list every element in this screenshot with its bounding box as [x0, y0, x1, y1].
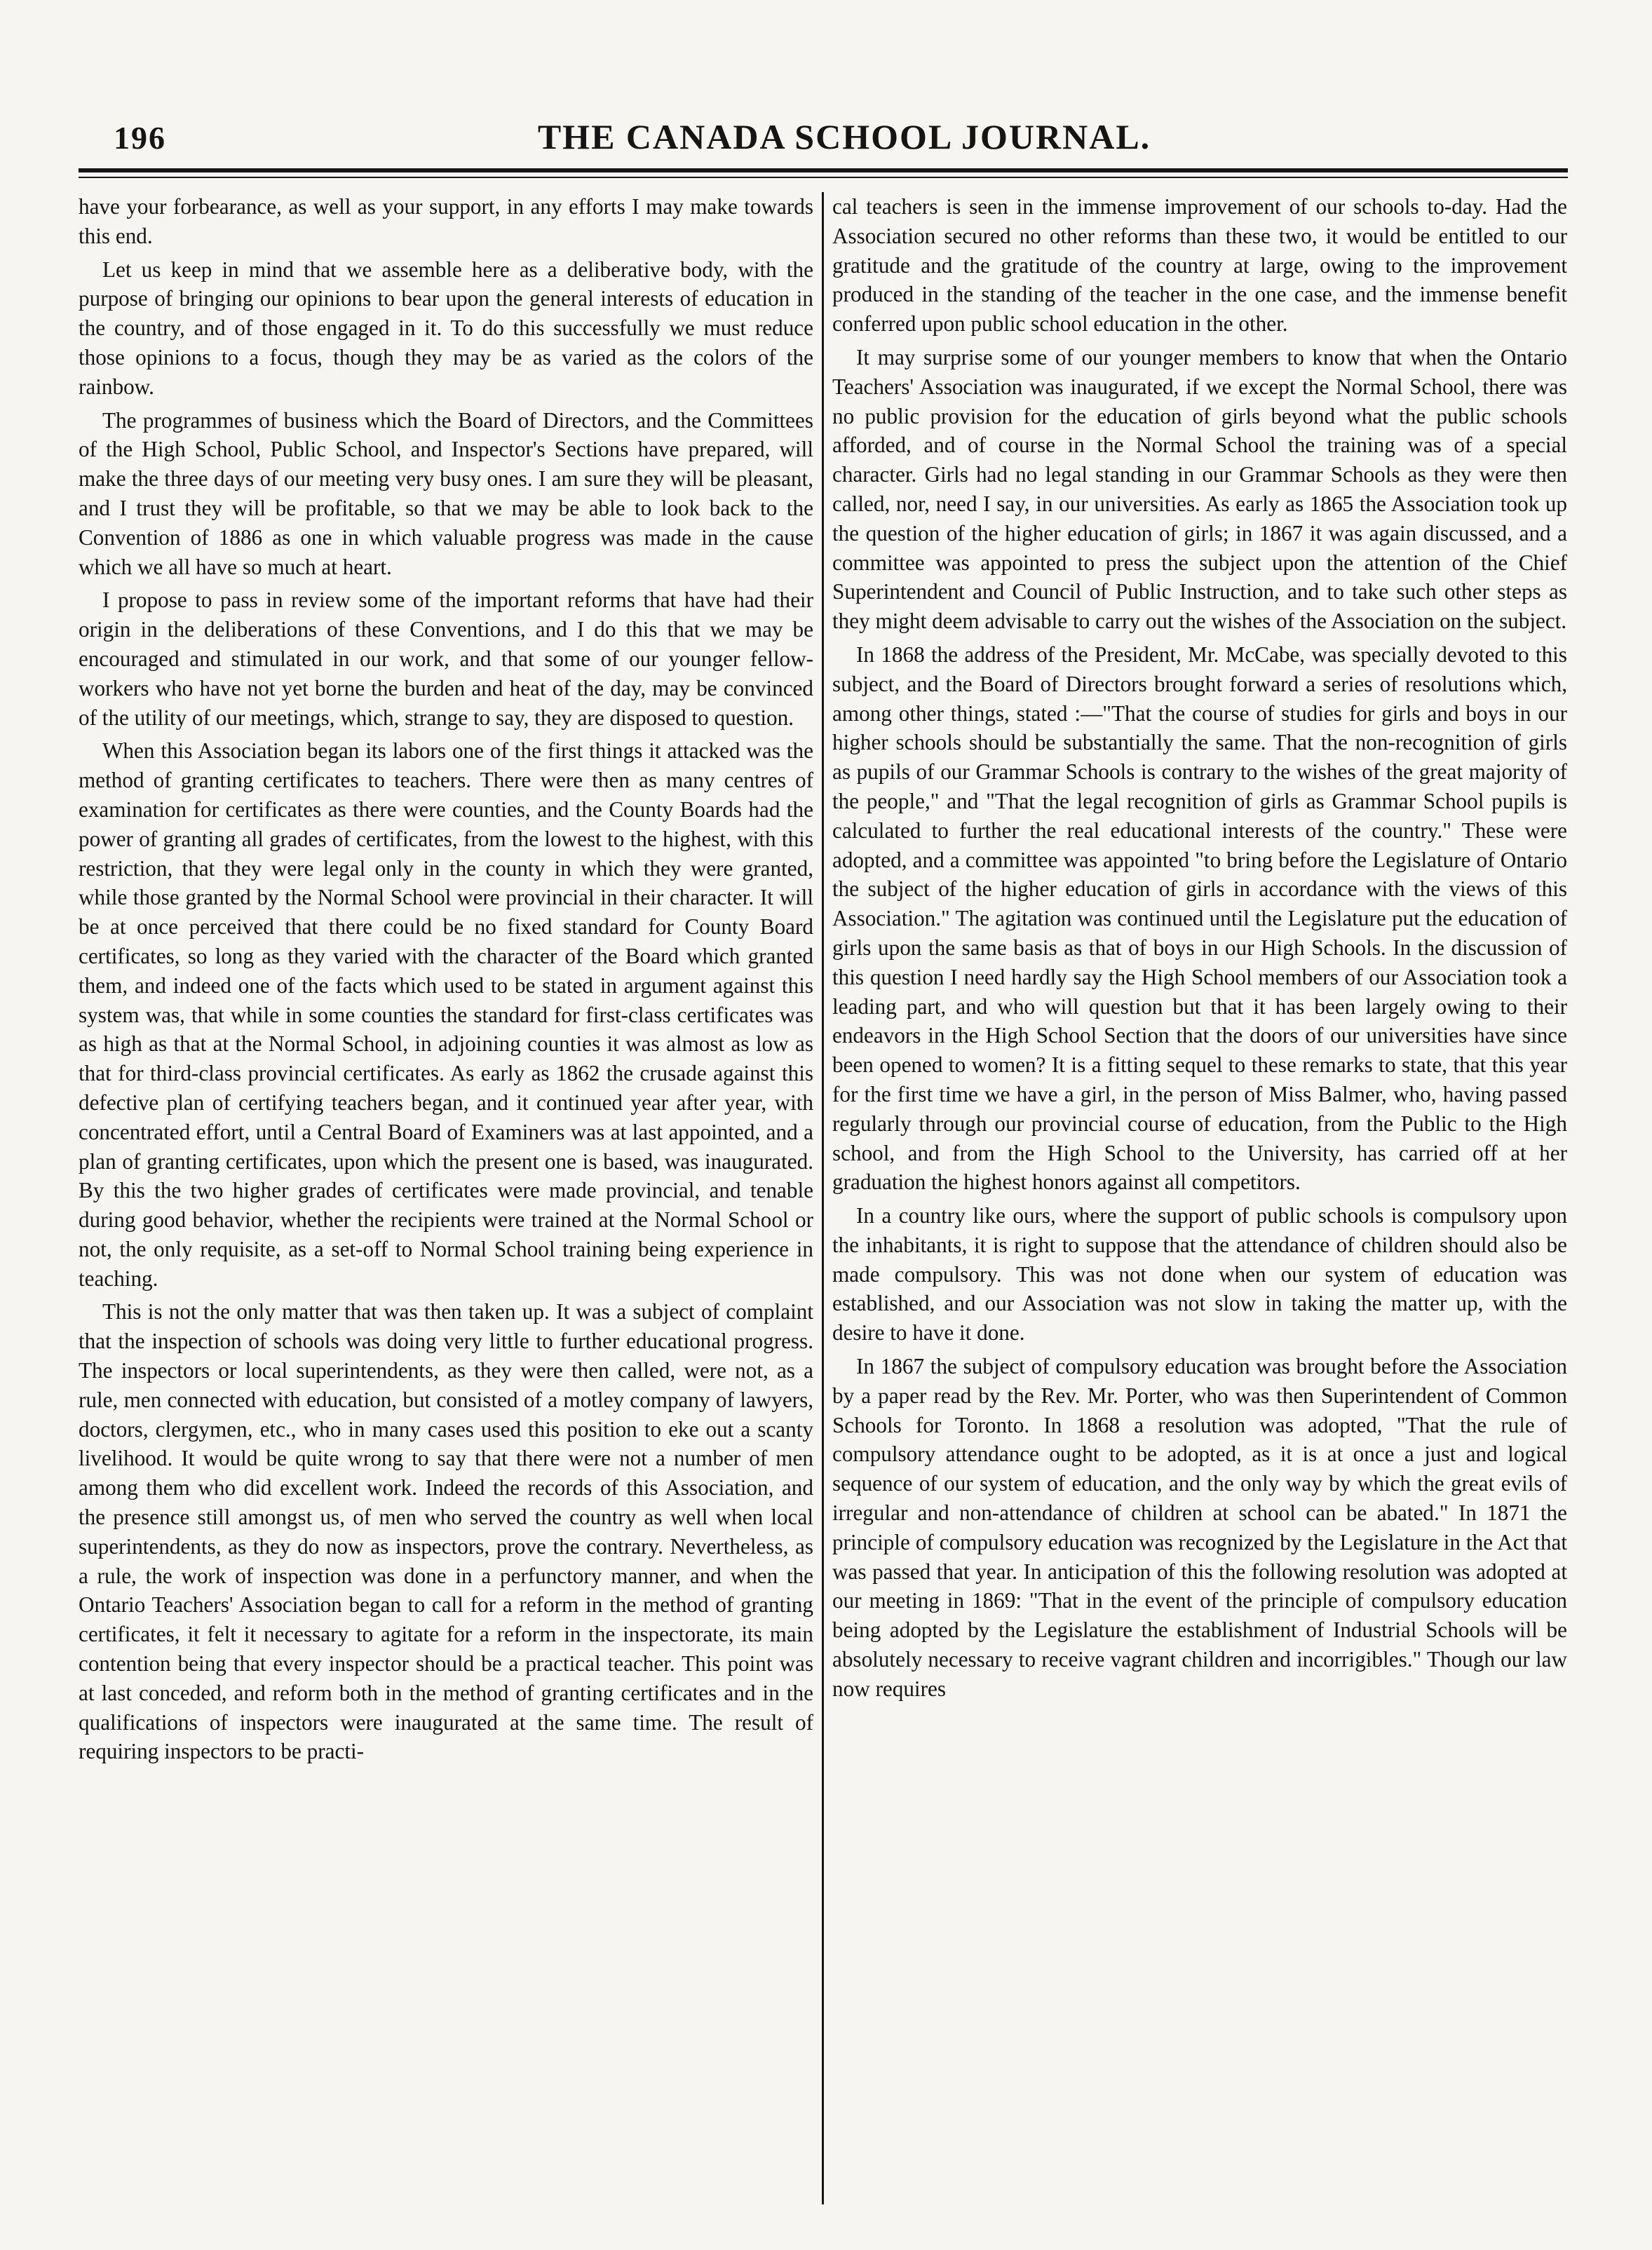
- article-columns: [79, 192, 1568, 2204]
- header-rule-thin: [79, 177, 1568, 178]
- paragraph: I propose to pass in review some of the important reforms that have had their origin in the deliberations of these Conventions, and I do this that we may be encouraged and stimulated in our work, and that some of our younger fellow-workers who have not yet borne the burden and heat of the day, may be convinced of the utility of our meetings, which, strange to say, they are disposed to question.: [79, 588, 813, 730]
- journal-page: [79, 104, 1568, 2207]
- journal-title: THE CANADA SCHOOL JOURNAL.: [537, 117, 1151, 156]
- right-column: [824, 192, 1567, 2204]
- left-column: [79, 192, 822, 2204]
- paragraph: In 1868 the address of the President, Mr. McCabe, was specially devoted to this subject, and the Board of Directors brought forward a series of resolutions which, among other things, stated :—"That the course of studies for girls and boys in our higher schools should be substantially the same. That the non-recognition of girls as pupils of our Grammar Schools is contrary to the wishes of the great majority of the people," and "That the legal recognition of girls as Grammar School pupils is calculated to further the real educational interests of the country." These were adopted, and a committee was appointed "to bring before the Legislature of Ontario the subject of the higher education of girls in accordance with the views of this Association." The agitation was continued until the Legislature put the education of girls upon the same basis as that of boys in our High Schools. In the discussion of this question I need hardly say the High School members of our Association took a leading part, and who will question but that it has been largely owing to their endeavors in the High School Section that the doors of our universities have since been opened to women? It is a fitting sequel to these remarks to state, that this year for the first time we have a girl, in the person of Miss Balmer, who, having passed regularly through our provincial course of education, from the Public to the High school, and from the High School to the University, has carried off at her graduation the highest honors against all competitors.: [832, 642, 1567, 1195]
- paragraph: have your forbearance, as well as your support, in any efforts I may make towards this end.: [79, 194, 813, 248]
- paragraph: In a country like ours, where the support of public schools is compulsory upon the inhabitants, it is right to suppose that the attendance of children should also be made compulsory. This was not done when our system of education was established, and our Association was not slow in taking the matter up, with the desire to have it done.: [832, 1203, 1567, 1346]
- paragraph: In 1867 the subject of compulsory education was brought before the Association by a paper read by the Rev. Mr. Porter, who was then Superintendent of Common Schools for Toronto. In 1868 a resolution was adopted, "That the rule of compulsory attendance ought to be adopted, as it is at once a just and logical sequence of our system of education, and the only way by which the great evils of irregular and non-attendance of children at school can be abated." In 1871 the principle of compulsory education was recognized by the Legislature in the Act that was passed that year. In anticipation of this the following resolution was adopted at our meeting in 1869: "That in the event of the principle of compulsory education being adopted by the Legislature the establishment of Industrial Schools will be absolutely necessary to receive vagrant children and incorrigibles." Though our law now requires: [832, 1354, 1567, 1701]
- paragraph: The programmes of business which the Board of Directors, and the Committees of the High School, Public School, and Inspector's Sections have prepared, will make the three days of our meeting very busy ones. I am sure they will be pleasant, and I trust they will be profitable, so that we may be able to look back to the Convention of 1886 as one in which valuable progress was made in the cause which we all have so much at heart.: [79, 407, 813, 579]
- page-number: 196: [114, 120, 166, 156]
- header-rule-thick: [79, 168, 1568, 172]
- paragraph: It may surprise some of our younger members to know that when the Ontario Teachers' Association was inaugurated, if we except the Normal School, there was no public provision for the education of girls beyond what the public schools afforded, and of course in the Normal School the training was of a special character. Girls had no legal standing in our Grammar Schools as they were then called, nor, need I say, in our universities. As early as 1865 the Association took up the question of the higher education of girls; in 1867 it was again discussed, and a committee was appointed to press the subject upon the attention of the Chief Superintendent and Council of Public Instruction, and to take such other steps as they might deem advisable to carry out the wishes of the Association on the subject.: [832, 344, 1567, 634]
- paragraph: When this Association began its labors one of the first things it attacked was the method of granting certificates to teachers. There were then as many centres of examination for certificates as there were counties, and the County Boards had the power of granting all grades of certificates, from the lowest to the highest, with this restriction, that they were legal only in the county in which they were granted, while those granted by the Normal School were provincial in their character. It will be at once perceived that there could be no fixed standard for County Board certificates, so long as they varied with the character of the Board which granted them, and indeed one of the facts which used to be stated in argument against this system was, that while in some counties the standard for first-class certificates was as high as that at the Normal School, in adjoining counties it was almost as low as that for third-class provincial certificates. As early as 1862 the crusade against this defective plan of certifying teachers began, and it continued year after year, with concentrated effort, until a Central Board of Examiners was at last appointed, and a plan of granting certificates, upon which the present one is based, was inaugurated. By this the two higher grades of certificates were made provincial, and tenable during good behavior, whether the recipients were trained at the Normal School or not, the only requisite, as a set-off to Normal School training being experience in teaching.: [79, 738, 813, 1291]
- page-header: [79, 104, 1568, 160]
- paragraph: Let us keep in mind that we assemble here as a deliberative body, with the purpose of bringing our opinions to bear upon the general interests of education in the country, and of those engaged in it. To do this successfully we must reduce those opinions to a focus, though they may be as varied as the colors of the rainbow.: [79, 257, 813, 399]
- paragraph: This is not the only matter that was then taken up. It was a subject of complaint that the inspection of schools was doing very little to further educational progress. The inspectors or local superintendents, as they were then called, were not, as a rule, men connected with education, but consisted of a motley company of lawyers, doctors, clergymen, etc., who in many cases used this position to eke out a scanty livelihood. It would be quite wrong to say that there were not a number of men among them who did excellent work. Indeed the records of this Association, and the presence still amongst us, of men who served the country as well when local superintendents, as they do now as inspectors, prove the contrary. Nevertheless, as a rule, the work of inspection was done in a perfunctory manner, and when the Ontario Teachers' Association began to call for a reform in the method of granting certificates, it felt it necessary to agitate for a reform in the inspectorate, its main contention being that every inspector should be a practical teacher. This point was at last conceded, and reform both in the method of granting certificates and in the qualifications of inspectors were inaugurated at the same time. The result of requiring inspectors to be practi-: [79, 1299, 813, 1764]
- paragraph: cal teachers is seen in the immense improvement of our schools to-day. Had the Association secured no other reforms than these two, it would be entitled to our gratitude and the gratitude of the country at large, owing to the improvement produced in the standing of the teacher in the one case, and the immense benefit conferred upon public school education in the other.: [832, 194, 1567, 337]
